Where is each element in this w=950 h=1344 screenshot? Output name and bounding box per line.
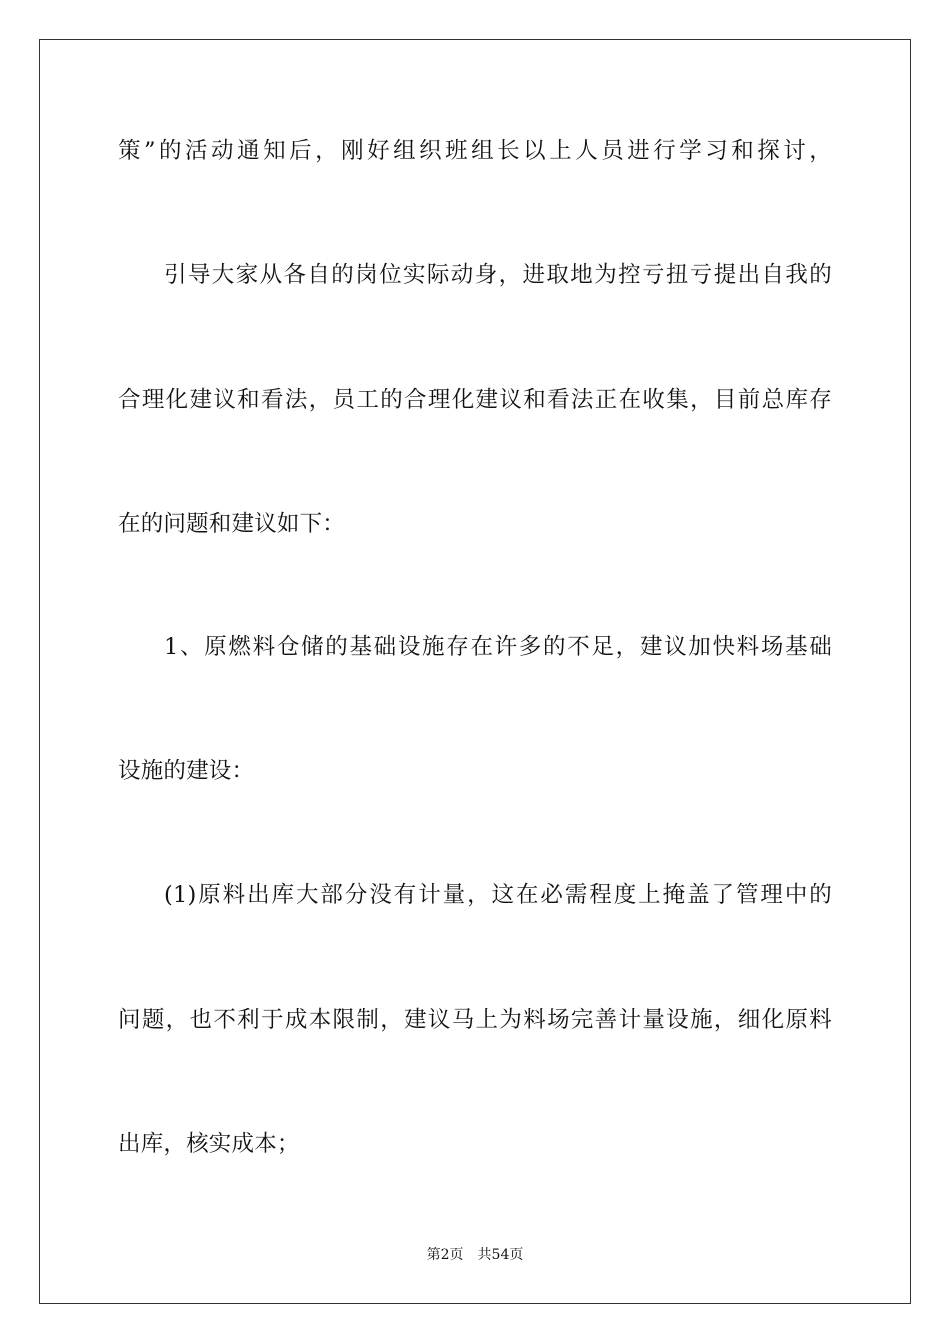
page-footer <box>0 1246 950 1264</box>
total-pages: 共54页 <box>477 1247 524 1263</box>
text-line: 引导大家从各自的岗位实际动身，进取地为控亏扭亏提出自我的 <box>164 262 832 288</box>
page-border <box>39 39 911 1304</box>
text-line: 出库，核实成本； <box>118 1131 300 1157</box>
text-line: 设施的建设： <box>118 758 255 784</box>
page-number: 第2页 <box>426 1247 464 1263</box>
text-line: 策”的活动通知后，刚好组织班组长以上人员进行学习和探讨， <box>118 138 832 164</box>
text-line: 问题，也不利于成本限制，建议马上为料场完善计量设施，细化原料 <box>118 1007 832 1033</box>
text-line: 1、原燃料仓储的基础设施存在许多的不足，建议加快料场基础 <box>164 634 832 660</box>
text-line: (1)原料出库大部分没有计量，这在必需程度上掩盖了管理中的 <box>164 882 832 908</box>
text-line: 合理化建议和看法，员工的合理化建议和看法正在收集，目前总库存 <box>118 387 832 413</box>
text-line: 在的问题和建议如下： <box>118 511 346 537</box>
